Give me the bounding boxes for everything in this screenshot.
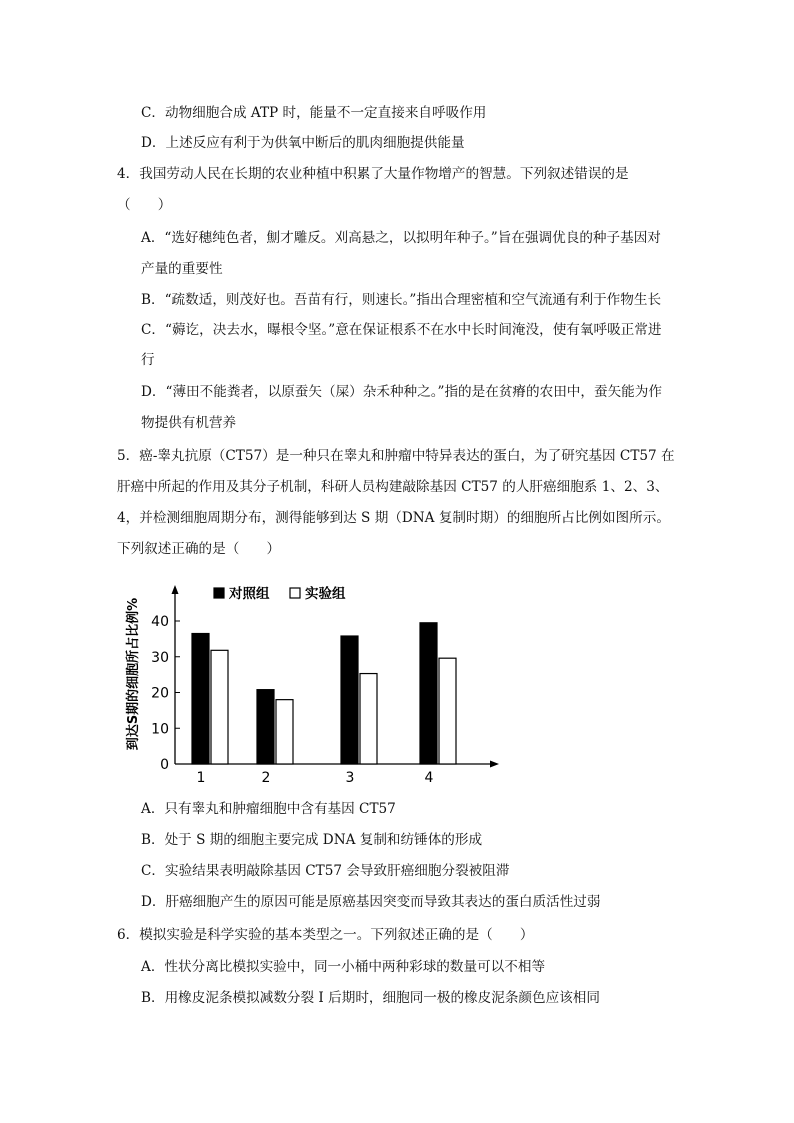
y-tick-label: 40 xyxy=(151,614,169,630)
q5-stem-line-4: 下列叙述正确的是（ ） xyxy=(117,541,281,557)
y-axis-title: 到达S期的细胞所占比例% xyxy=(126,597,141,751)
q5-option-b: B．处于 S 期的细胞主要完成 DNA 复制和纺锤体的形成 xyxy=(141,832,483,848)
q4-option-c: C．“薅讫，决去水，曝根令坚。”意在保证根系不在水中长时间淹没，使有氧呼吸正常进 xyxy=(141,322,662,338)
q5-stem-line-2: 肝癌中所起的作用及其分子机制，科研人员构建敲除基因 CT57 的人肝癌细胞系 1、2、3、 xyxy=(117,479,669,495)
q3-option-d: D．上述反应有利于为供氧中断后的肌肉细胞提供能量 xyxy=(141,135,465,151)
q4-option-d-cont: 物提供有机营养 xyxy=(141,415,237,431)
y-tick-label: 20 xyxy=(151,685,169,702)
q6-option-b: B．用橡皮泥条模拟减数分裂 I 后期时，细胞同一极的橡皮泥条颜色应该相同 xyxy=(141,990,600,1006)
bar-control-4 xyxy=(420,623,437,764)
q4-option-d: D．“薄田不能粪者，以原蚕矢（屎）杂禾种种之。”指的是在贫瘠的农田中，蚕矢能为作 xyxy=(141,384,662,400)
q4-option-b: B．“疏数适，则茂好也。吾苗有行，则速长。”指出合理密植和空气流通有利于作物生长 xyxy=(141,292,662,308)
legend-label-control: 对照组 xyxy=(229,586,270,602)
q5-stem-line-1: 5．癌-睾丸抗原（CT57）是一种只在睾丸和肿瘤中特异表达的蛋白，为了研究基因 CT57 在 xyxy=(117,448,675,464)
bar-experiment-1 xyxy=(211,650,228,764)
legend-label-experiment: 实验组 xyxy=(305,586,346,602)
chart-bars xyxy=(192,623,456,764)
q5-stem-line-3: 4，并检测细胞周期分布，测得能够到达 S 期（DNA 复制时期）的细胞所占比例如图所示。 xyxy=(117,510,670,526)
y-axis-arrow xyxy=(172,585,179,594)
q3-option-c: C．动物细胞合成 ATP 时，能量不一定直接来自呼吸作用 xyxy=(141,105,487,121)
y-tick-label: 10 xyxy=(151,721,169,738)
x-tick-label: 3 xyxy=(345,770,355,786)
x-tick-label: 1 xyxy=(196,770,206,786)
q4-option-c-cont: 行 xyxy=(141,352,155,368)
chart-legend xyxy=(214,585,346,602)
bar-experiment-4 xyxy=(439,658,456,764)
q4-option-a-cont: 产量的重要性 xyxy=(141,261,223,277)
q5-option-a: A．只有睾丸和肿瘤细胞中含有基因 CT57 xyxy=(141,801,396,817)
bar-control-1 xyxy=(192,634,209,764)
y-tick-label: 0 xyxy=(160,757,169,773)
x-axis-arrow xyxy=(490,761,499,768)
q4-answer-paren: （ ） xyxy=(117,197,172,213)
bar-control-2 xyxy=(257,690,274,764)
q6-stem: 6．模拟实验是科学实验的基本类型之一。下列叙述正确的是（ ） xyxy=(117,927,534,943)
x-tick-label: 4 xyxy=(424,770,434,786)
q5-option-c: C．实验结果表明敲除基因 CT57 会导致肝癌细胞分裂被阻滞 xyxy=(141,863,510,879)
legend-swatch-experiment xyxy=(290,588,300,598)
legend-swatch-control xyxy=(214,588,224,598)
bar-experiment-2 xyxy=(276,700,293,764)
s-phase-bar-chart xyxy=(120,578,510,790)
bar-control-3 xyxy=(341,636,358,764)
q4-option-a: A．“选好穗纯色者，劁才雕反。刈高悬之，以拟明年种子。”旨在强调优良的种子基因对 xyxy=(141,230,661,246)
q5-option-d: D．肝癌细胞产生的原因可能是原癌基因突变而导致其表达的蛋白质活性过弱 xyxy=(141,894,601,910)
q6-option-a: A．性状分离比模拟实验中，同一小桶中两种彩球的数量可以不相等 xyxy=(141,959,546,975)
x-tick-label: 2 xyxy=(261,770,271,786)
q4-stem: 4．我国劳动人民在长期的农业种植中积累了大量作物增产的智慧。下列叙述错误的是 xyxy=(117,166,629,182)
y-tick-label: 30 xyxy=(151,649,169,666)
bar-experiment-3 xyxy=(360,674,377,764)
